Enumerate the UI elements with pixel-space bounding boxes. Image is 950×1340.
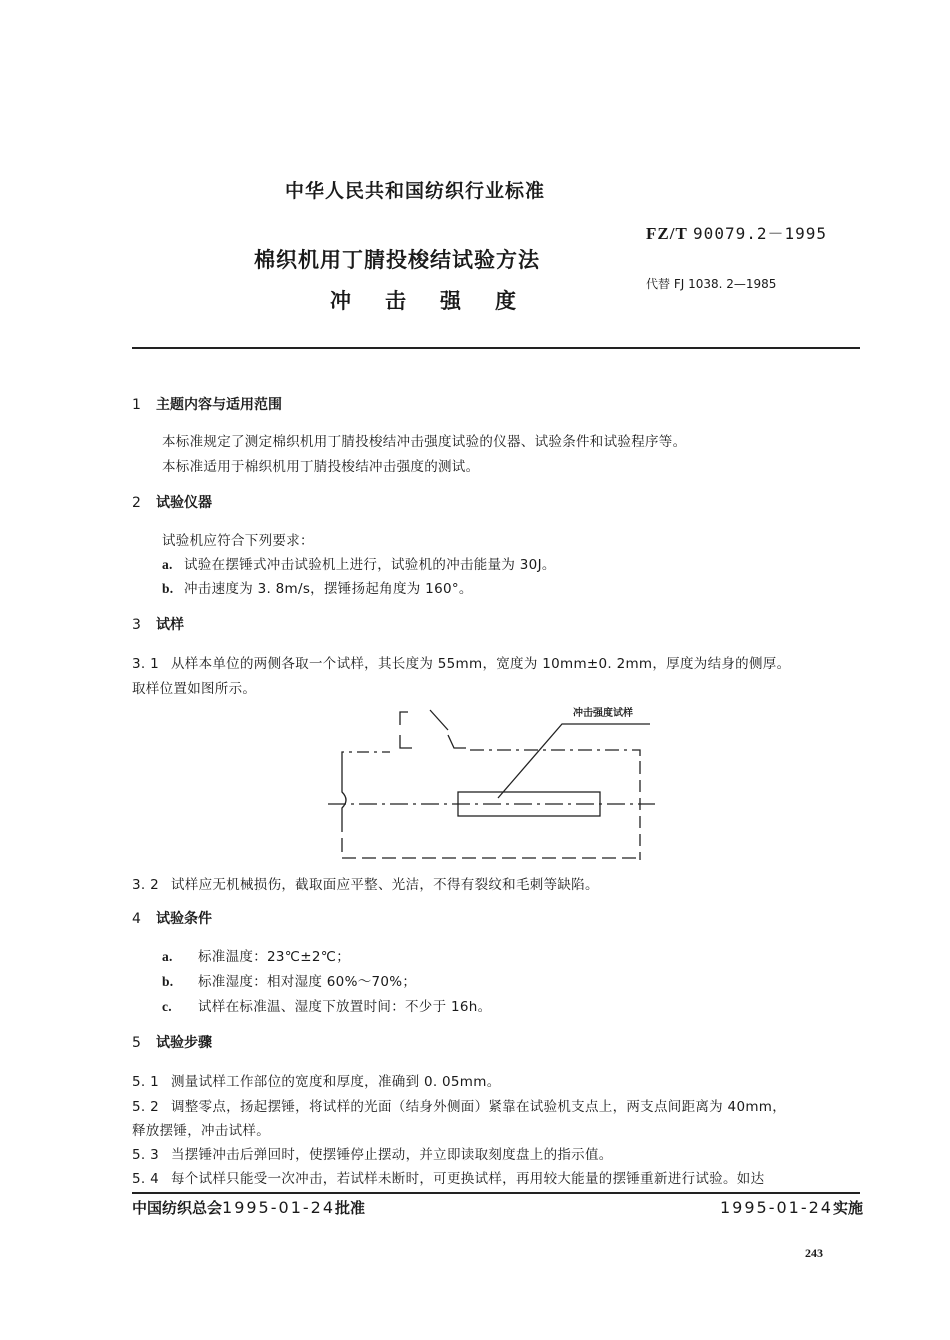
figure-line	[400, 712, 408, 725]
list-item	[162, 577, 473, 597]
paragraph: 取样位置如图所示。	[132, 681, 257, 697]
implementation-suffix: 实施	[832, 1199, 863, 1217]
paragraph: 本标准规定了测定棉织机用丁腈投梭结冲击强度试验的仪器、试验条件和试验程序等。	[162, 434, 687, 450]
list-item	[162, 970, 416, 990]
clause-text: 调整零点，扬起摆锤，将试样的光面（结身外侧面）紧靠在试验机支点上，两支点间距离为 40mm，	[170, 1099, 787, 1115]
list-label: a.	[162, 557, 173, 572]
header-divider	[132, 347, 860, 349]
paragraph	[132, 873, 599, 893]
clause-number: 3. 1	[132, 656, 159, 672]
footer-divider	[132, 1192, 860, 1194]
standard-prefix: FZ/T	[646, 224, 688, 243]
list-item	[162, 945, 350, 965]
clause-text: 试样应无机械损伤，截取面应平整、光洁，不得有裂纹和毛刺等缺陷。	[170, 877, 599, 893]
section-number: 1	[132, 397, 141, 413]
clause-number: 5. 3	[132, 1147, 159, 1163]
paragraph	[132, 1070, 501, 1090]
clause-number: 5. 2	[132, 1099, 159, 1115]
figure-outline-left	[342, 762, 346, 818]
paragraph: 试验机应符合下列要求：	[162, 533, 314, 549]
figure-line	[400, 735, 412, 748]
approval-date: 1995-01-24	[222, 1198, 335, 1217]
document-subtitle	[330, 285, 516, 315]
document-title: 棉织机用丁腈投梭结试验方法	[254, 248, 540, 272]
section-4-heading	[132, 908, 212, 928]
list-label: a.	[162, 949, 173, 964]
section-5-heading	[132, 1032, 212, 1052]
section-number: 5	[132, 1035, 141, 1051]
figure-outline-top-right	[470, 750, 640, 762]
org-title: 中华人民共和国纺织行业标准	[284, 180, 545, 202]
section-title: 试验条件	[156, 911, 212, 927]
figure-line	[430, 710, 448, 730]
paragraph	[132, 1143, 613, 1163]
clause-number: 3. 2	[132, 877, 159, 893]
section-title: 主题内容与适用范围	[156, 397, 282, 413]
section-number: 3	[132, 617, 141, 633]
list-item	[162, 553, 556, 573]
subtitle-char: 强	[440, 289, 461, 313]
approval-suffix: 批准	[335, 1199, 366, 1217]
replaces-note: 代替 FJ 1038. 2—1985	[646, 277, 777, 291]
paragraph: 本标准适用于棉织机用丁腈投梭结冲击强度的测试。	[162, 459, 480, 475]
subtitle-char: 击	[385, 289, 406, 313]
section-number: 2	[132, 495, 141, 511]
implementation-date: 1995-01-24	[720, 1198, 833, 1217]
clause-number: 5. 1	[132, 1074, 159, 1090]
section-3-heading	[132, 614, 184, 634]
list-text: 试验在摆锤式冲击试验机上进行，试验机的冲击能量为 30J。	[184, 557, 556, 573]
approval-line	[132, 1197, 365, 1218]
section-1-heading	[132, 394, 282, 414]
subtitle-char: 冲	[330, 289, 351, 313]
clause-number: 5. 4	[132, 1171, 159, 1187]
standard-code: 90079.2－1995	[693, 224, 828, 243]
figure-outline-bottom	[342, 818, 636, 858]
list-label: b.	[162, 581, 174, 596]
figure-label: 冲击强度试样	[573, 708, 633, 719]
list-label: b.	[162, 974, 174, 989]
section-title: 试样	[156, 617, 184, 633]
list-text: 冲击速度为 3. 8m/s，摆锤扬起角度为 160°。	[184, 581, 473, 597]
figure-line	[448, 735, 466, 748]
list-text: 标准湿度：相对湿度 60%～70%；	[198, 974, 417, 990]
implementation-line	[720, 1197, 863, 1218]
clause-text: 测量试样工作部位的宽度和厚度，准确到 0. 05mm。	[170, 1074, 501, 1090]
section-title: 试验仪器	[156, 495, 212, 511]
list-label: c.	[162, 999, 172, 1014]
paragraph	[132, 1167, 764, 1187]
paragraph	[132, 1095, 786, 1115]
list-item	[162, 995, 491, 1015]
approving-org: 中国纺织总会	[132, 1199, 223, 1217]
paragraph	[132, 652, 790, 672]
figure-leader-line	[498, 724, 650, 798]
standard-number	[646, 221, 827, 244]
list-text: 试样在标准温、湿度下放置时间：不少于 16h。	[198, 999, 492, 1015]
clause-text: 从样本单位的两侧各取一个试样，其长度为 55mm，宽度为 10mm±0. 2mm，厚度为结身的侧厚。	[170, 656, 791, 672]
subtitle-char: 度	[495, 289, 516, 313]
clause-text: 当摆锤冲击后弹回时，使摆锤停止摆动，并立即读取刻度盘上的指示值。	[170, 1147, 613, 1163]
section-title: 试验步骤	[156, 1035, 212, 1051]
list-text: 标准温度：23℃±2℃；	[198, 949, 351, 965]
clause-text: 每个试样只能受一次冲击，若试样未断时，可更换试样，再用较大能量的摆锤重新进行试验。如达	[170, 1171, 765, 1187]
figure-outline-top-left	[342, 752, 390, 762]
sampling-position-figure	[320, 700, 660, 865]
section-number: 4	[132, 911, 141, 927]
paragraph: 释放摆锤，冲击试样。	[132, 1123, 270, 1139]
page-number: 243	[805, 1246, 823, 1260]
section-2-heading	[132, 492, 212, 512]
